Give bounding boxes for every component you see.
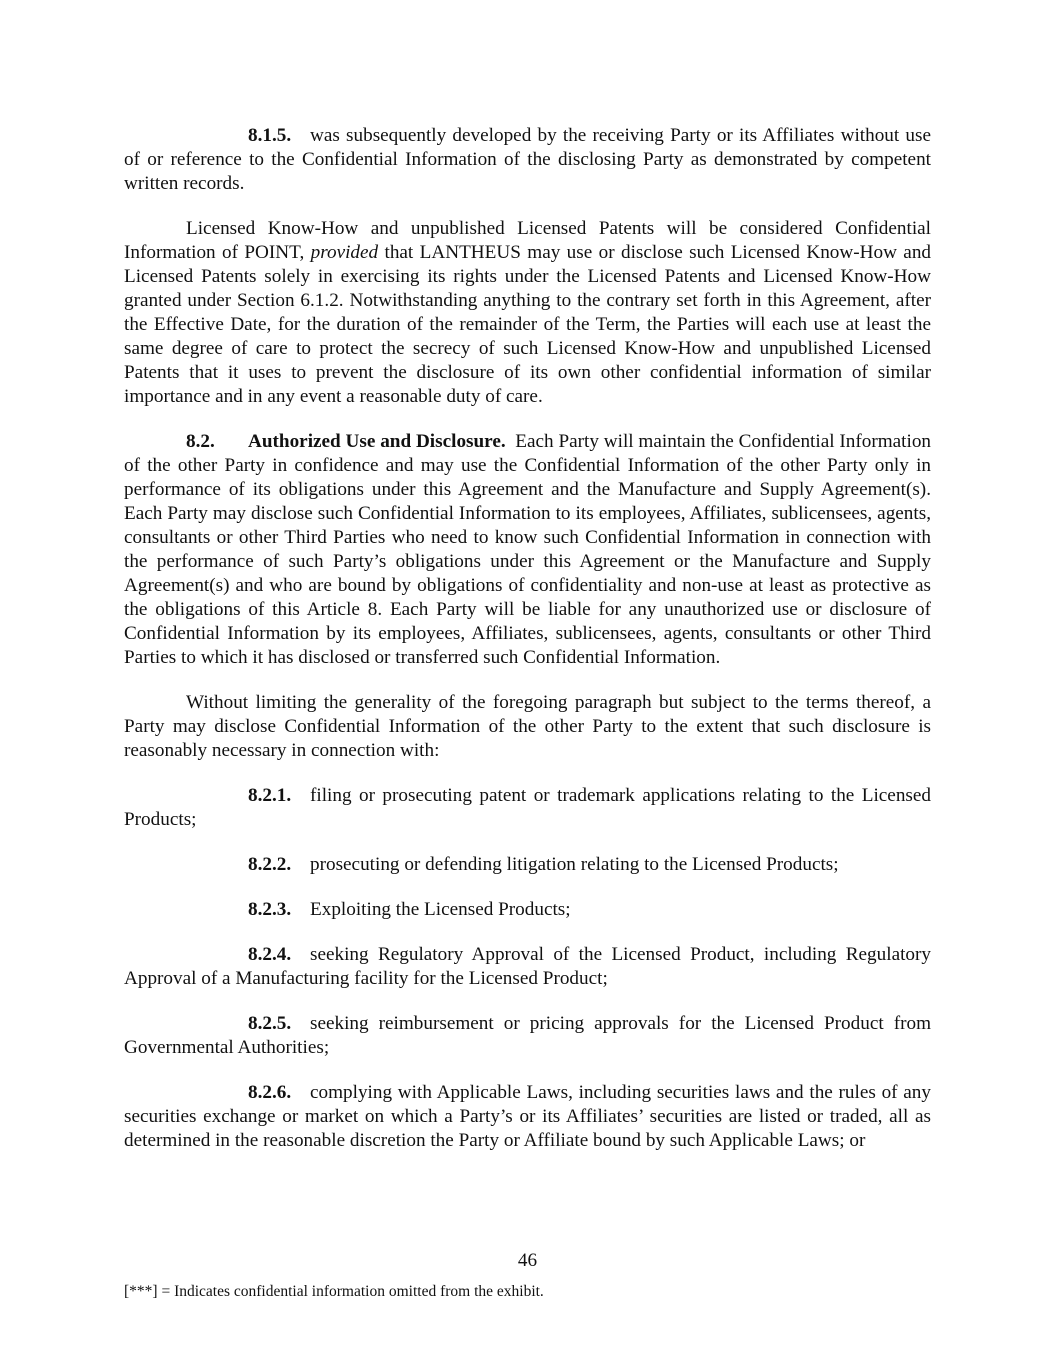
clause-text: complying with Applicable Laws, including securities laws and the rules of any securities exchange or market on which a Party’s or its Affiliates’ securities are listed or traded, all as determined in the reasonable discretion the Party or Affiliate bound by such Applicable Laws; or	[124, 1082, 931, 1151]
section-number: 8.2.	[186, 431, 215, 452]
clause-number: 8.2.5.	[248, 1013, 292, 1034]
page-number: 46	[517, 1250, 538, 1271]
clause-number: 8.2.4.	[248, 944, 292, 965]
clause-number: 8.2.2.	[248, 854, 292, 875]
clause-8-2-4	[124, 943, 931, 991]
confidential-footnote: [***] = Indicates confidential information omitted from the exhibit.	[124, 1283, 544, 1300]
section-text: Each Party will maintain the Confidential Information of the other Party in confidence and may use the Confidential Information of the other Party only in performance of its obligations under this Agreement and the Manufacture and Supply Agreement(s). Each Party may disclose such Confidential Information to its employees, Affiliates, sublicensees, agents, consultants or other Third Parties who need to know such Confidential Information in connection with the performance of such Party’s obligations under this Agreement or the Manufacture and Supply Agreement(s) and who are bound by obligations of confidentiality and non-use at least as protective as the obligations of this Article 8. Each Party will be liable for any unauthorized use or disclosure of Confidential Information by its employees, Affiliates, sublicensees, agents, consultants or other Third Parties to which it has disclosed or transferred such Confidential Information.	[124, 431, 932, 668]
section-8-2	[124, 430, 931, 670]
italic-term: provided	[310, 242, 379, 263]
section-heading: Authorized Use and Disclosure.	[248, 431, 506, 452]
without-limiting-paragraph	[124, 691, 931, 763]
clause-8-2-6	[124, 1081, 931, 1153]
paragraph-text-start: Licensed Know-How and unpublished Licensed Patents will be considered Confidential Information of POINT,	[124, 218, 931, 263]
clause-8-2-2	[124, 853, 931, 877]
clause-number: 8.2.1.	[248, 785, 292, 806]
clause-number: 8.2.6.	[248, 1082, 292, 1103]
clause-text: seeking reimbursement or pricing approvals for the Licensed Product from Governmental Authorities;	[124, 1013, 931, 1058]
clause-8-2-5	[124, 1012, 931, 1060]
know-how-paragraph	[124, 217, 931, 409]
document-page	[124, 124, 931, 1174]
clause-number: 8.2.3.	[248, 899, 292, 920]
paragraph-text-end: that LANTHEUS may use or disclose such Licensed Know-How and Licensed Patents solely in exercising its rights under the Licensed Patents and Licensed Know-How granted under Section 6.1.2. Notwithstanding anything to the contrary set forth in this Agreement, after the Effective Date, for the duration of the remainder of the Term, the Parties will each use at least the same degree of care to protect the secrecy of such Licensed Know-How and unpublished Licensed Patents that it uses to prevent the disclosure of its own other confidential information of similar importance and in any event a reasonable duty of care.	[124, 242, 932, 407]
clause-text: filing or prosecuting patent or trademark applications relating to the Licensed Products;	[124, 785, 931, 830]
clause-8-2-1	[124, 784, 931, 832]
paragraph-text: Without limiting the generality of the foregoing paragraph but subject to the terms thereof, a Party may disclose Confidential Information of the other Party to the extent that such disclosure is reasonably necessary in connection with:	[124, 692, 931, 761]
clause-text: was subsequently developed by the receiving Party or its Affiliates without use of or reference to the Confidential Information of the disclosing Party as demonstrated by competent written records.	[124, 125, 931, 194]
clause-text: seeking Regulatory Approval of the Licensed Product, including Regulatory Approval of a Manufacturing facility for the Licensed Product;	[124, 944, 931, 989]
clause-text: Exploiting the Licensed Products;	[310, 899, 571, 920]
clause-text: prosecuting or defending litigation relating to the Licensed Products;	[310, 854, 839, 875]
clause-number: 8.1.5.	[248, 125, 292, 146]
clause-8-1-5	[124, 124, 931, 196]
clause-8-2-3	[124, 898, 931, 922]
